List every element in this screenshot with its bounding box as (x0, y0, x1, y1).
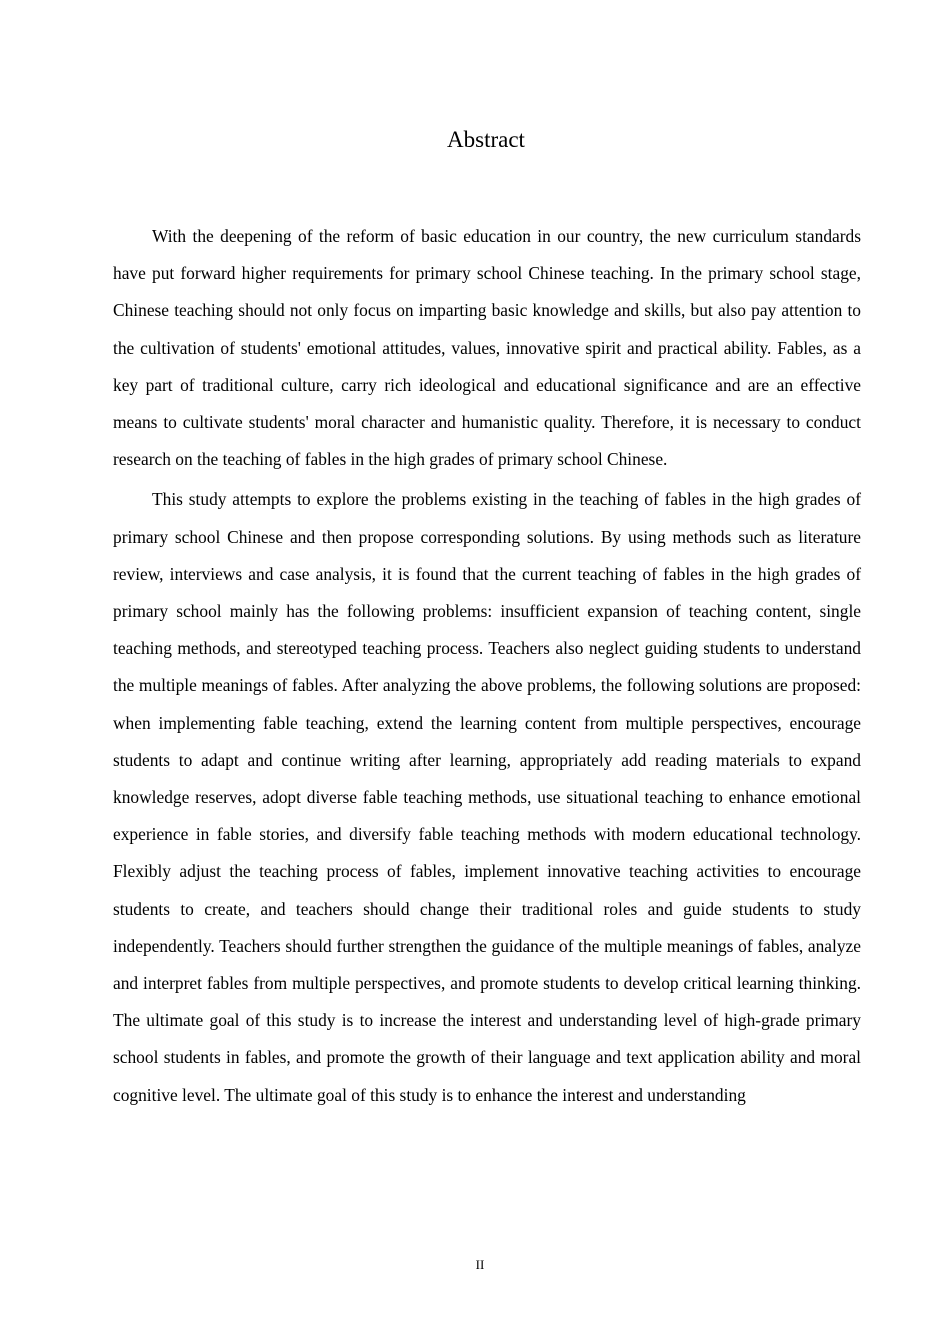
page-number: II (475, 1257, 485, 1272)
abstract-title: Abstract (447, 127, 525, 152)
abstract-paragraph-1: With the deepening of the reform of basic education in our country, the new curriculum standards have put forward higher requirements for primary school Chinese teaching. In the primary school stage, Chinese teaching should not only focus on imparting basic knowledge and skills, but also pay attention to the cultivation of students' emotional attitudes, values, innovative spirit and practical ability. Fables, as a key part of traditional culture, carry rich ideological and educational significance and are an effective means to cultivate students' moral character and humanistic quality. Therefore, it is necessary to conduct research on the teaching of fables in the high grades of primary school Chinese. (113, 226, 861, 470)
abstract-body (113, 218, 861, 1117)
abstract-paragraph-2: This study attempts to explore the problems existing in the teaching of fables in the high grades of primary school Chinese and then propose corresponding solutions. By using methods such as literature review, interviews and case analysis, it is found that the current teaching of fables in the high grades of primary school mainly has the following problems: insufficient expansion of teaching content, single teaching methods, and stereotyped teaching process. Teachers also neglect guiding students to understand the multiple meanings of fables. After analyzing the above problems, the following solutions are proposed: when implementing fable teaching, extend the learning content from multiple perspectives, encourage students to adapt and continue writing after learning, appropriately add reading materials to expand knowledge reserves, adopt diverse fable teaching methods, use situational teaching to enhance emotional experience in fable stories, and diversify fable teaching methods with modern educational technology. Flexibly adjust the teaching process of fables, implement innovative teaching activities to encourage students to create, and teachers should change their traditional roles and guide students to study independently. Teachers should further strengthen the guidance of the multiple meanings of fables, analyze and interpret fables from multiple perspectives, and promote students to develop critical learning thinking. The ultimate goal of this study is to increase the interest and understanding level of high-grade primary school students in fables, and promote the growth of their language and text application ability and moral cognitive level. The ultimate goal of this study is to enhance the interest and understanding (113, 489, 861, 1105)
